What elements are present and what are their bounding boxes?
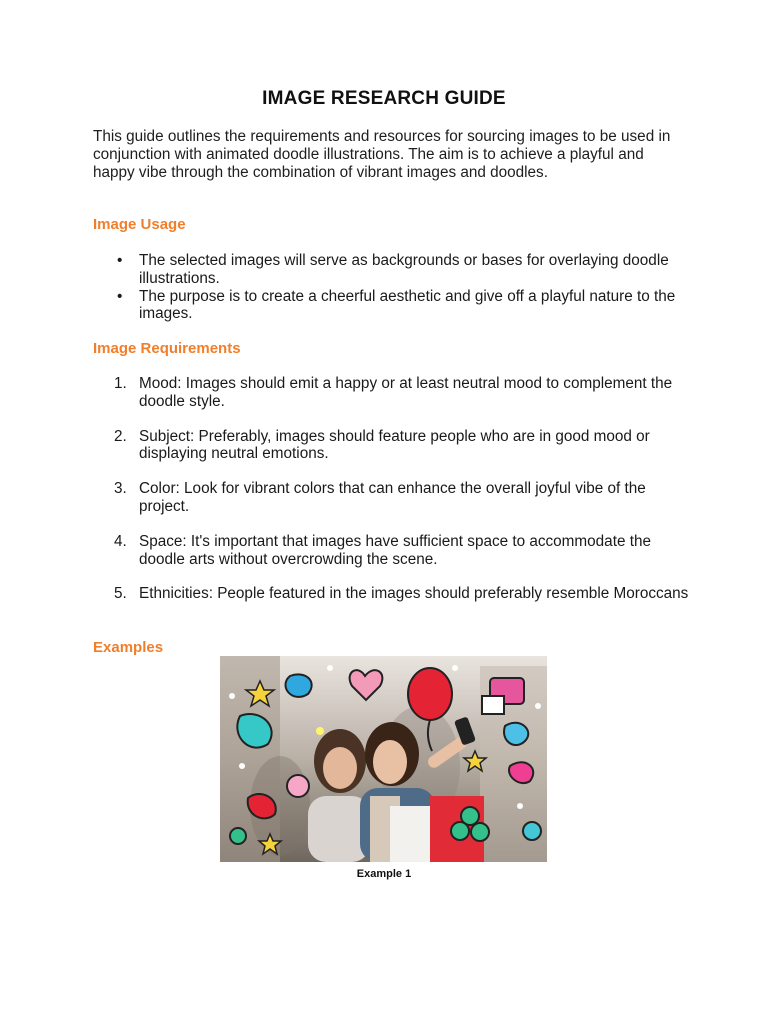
- requirement-text: Subject: Preferably, images should feature people who are in good mood or displaying neutral emotions.: [139, 427, 650, 463]
- requirement-text: Color: Look for vibrant colors that can enhance the overall joyful vibe of the project.: [139, 480, 646, 515]
- bullet-text: The purpose is to create a cheerful aesthetic and give off a playful nature to the images.: [139, 287, 676, 323]
- list-number: 2.: [114, 427, 127, 445]
- figure-caption: Example 1: [356, 868, 412, 880]
- list-item: [93, 480, 693, 516]
- requirement-text: Ethnicities: People featured in the images should preferably resemble Moroccans: [139, 585, 689, 603]
- requirement-text: Space: It's important that images have sufficient space to accommodate the doodle arts without overcrowding the scene.: [139, 532, 651, 568]
- section-heading-image-usage: Image Usage: [93, 216, 186, 233]
- list-number: 3.: [114, 480, 127, 498]
- requirements-numbered-list: [93, 375, 693, 620]
- example-photo: [220, 656, 547, 862]
- section-heading-examples: Examples: [93, 639, 164, 656]
- list-item: [93, 428, 693, 464]
- requirement-text: Mood: Images should emit a happy or at least neutral mood to complement the doodle style.: [139, 375, 673, 410]
- bullet-icon: •: [117, 252, 123, 269]
- list-item: [93, 533, 693, 569]
- list-item: [93, 252, 693, 288]
- list-number: 4.: [114, 532, 127, 550]
- bullet-icon: •: [117, 287, 123, 305]
- bullet-text: The selected images will serve as backgrounds or bases for overlaying doodle illustrations.: [139, 252, 669, 287]
- list-item: [93, 375, 693, 411]
- list-item: [93, 585, 693, 603]
- intro-paragraph: This guide outlines the requirements and resources for sourcing images to be used in conjunction with animated doodle illustrations. The aim is to achieve a playful and happy vibe through the combination of vibrant images and doodles.: [93, 128, 671, 181]
- list-number: 1.: [114, 375, 127, 392]
- list-item: [93, 288, 693, 324]
- list-number: 5.: [114, 585, 127, 603]
- page-title: IMAGE RESEARCH GUIDE: [262, 88, 506, 109]
- section-heading-image-requirements: Image Requirements: [93, 340, 241, 357]
- usage-bullet-list: [93, 252, 693, 323]
